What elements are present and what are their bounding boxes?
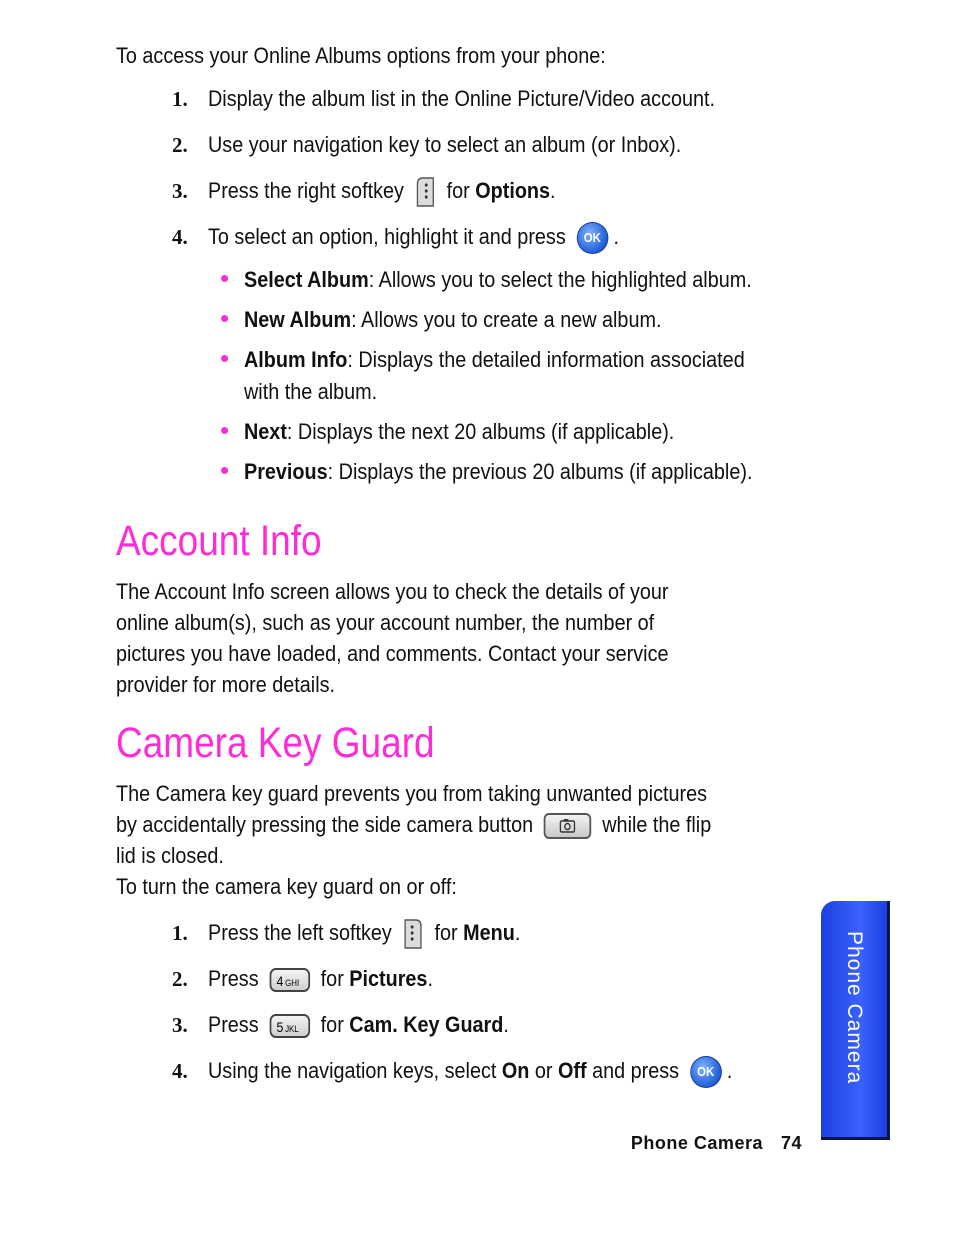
footer-section: Phone Camera (630, 1133, 763, 1153)
step-text: Use your navigation key to select an album (or Inbox). (208, 132, 682, 157)
steps-list-options (116, 80, 816, 264)
chapter-side-tab (821, 901, 890, 1140)
bullet-new-album: • New Album: Allows you to create a new album. (220, 303, 662, 333)
step-number: 3. (172, 1013, 188, 1037)
step-1 (116, 80, 816, 126)
right-softkey-icon (415, 176, 436, 208)
key-4-icon: 4 GHI (269, 968, 309, 992)
guard-step-1 (116, 914, 816, 960)
step-text: Press the right softkey for Options. (208, 172, 556, 210)
guard-text: To turn the camera key guard on or off: (116, 874, 457, 899)
page-content (116, 40, 816, 1098)
side-tab-label: Phone Camera (843, 931, 866, 1085)
guard-text: The Camera key guard prevents you from taking unwanted pictures (116, 781, 708, 806)
intro-text: To access your Online Albums options from your phone: (116, 43, 606, 68)
guard-step-2 (116, 960, 816, 1006)
step-4 (116, 218, 816, 264)
account-info-text: The Account Info screen allows you to check the details of your (116, 579, 669, 604)
page-number: 74 (780, 1133, 802, 1153)
step-2 (116, 126, 816, 172)
bullet-previous: • Previous: Displays the previous 20 albums (if applicable). (220, 455, 753, 485)
account-info-text: pictures you have loaded, and comments. Contact your service (116, 641, 669, 666)
guard-text: by accidentally pressing the side camera button while the flip (116, 809, 732, 840)
guard-step-3 (116, 1006, 816, 1052)
step-text: Using the navigation keys, select On or Off and press OK . (208, 1052, 732, 1090)
step-number: 4. (172, 1059, 188, 1083)
account-info-heading: Account Info (116, 517, 322, 565)
bullet-dot-icon: • (220, 303, 230, 333)
step-text: Press 5 JKL for Cam. Key Guard. (208, 1012, 509, 1037)
step-text: To select an option, highlight it and press OK . (208, 218, 619, 256)
step-number: 3. (172, 179, 188, 203)
ok-key-icon: OK (690, 1056, 722, 1088)
bullet-select-album: • Select Album: Allows you to select the highlighted album. (220, 263, 752, 293)
left-softkey-icon (403, 918, 424, 950)
step-text: Press the left softkey for Menu. (208, 914, 520, 952)
guard-step-4 (116, 1052, 816, 1098)
ok-key-icon: OK (577, 222, 609, 254)
bullet-next: • Next: Displays the next 20 albums (if applicable). (220, 415, 675, 445)
step-text: Press 4 GHI for Pictures. (208, 966, 433, 991)
guard-text: lid is closed. (116, 843, 224, 868)
options-bullet-list (116, 264, 816, 488)
step-number: 2. (172, 967, 188, 991)
step-text: Display the album list in the Online Picture/Video account. (208, 86, 716, 111)
step-number: 2. (172, 133, 188, 157)
camera-key-guard-heading: Camera Key Guard (116, 719, 435, 767)
account-info-text: provider for more details. (116, 672, 335, 697)
step-number: 1. (172, 87, 188, 111)
step-number: 1. (172, 921, 188, 945)
bullet-dot-icon: • (220, 415, 230, 445)
bullet-dot-icon: • (220, 343, 230, 373)
account-info-text: online album(s), such as your account number, the number of (116, 610, 655, 635)
bullet-dot-icon: • (220, 263, 230, 293)
step-number: 4. (172, 225, 188, 249)
step-3 (116, 172, 816, 218)
camera-button-icon (544, 813, 592, 839)
page-footer (631, 1133, 802, 1154)
key-5-icon: 5 JKL (269, 1014, 309, 1038)
bullet-dot-icon: • (220, 455, 230, 485)
bullet-album-info: • Album Info: Displays the detailed information associated with the album. (220, 343, 745, 404)
steps-list-key-guard (116, 914, 816, 1098)
